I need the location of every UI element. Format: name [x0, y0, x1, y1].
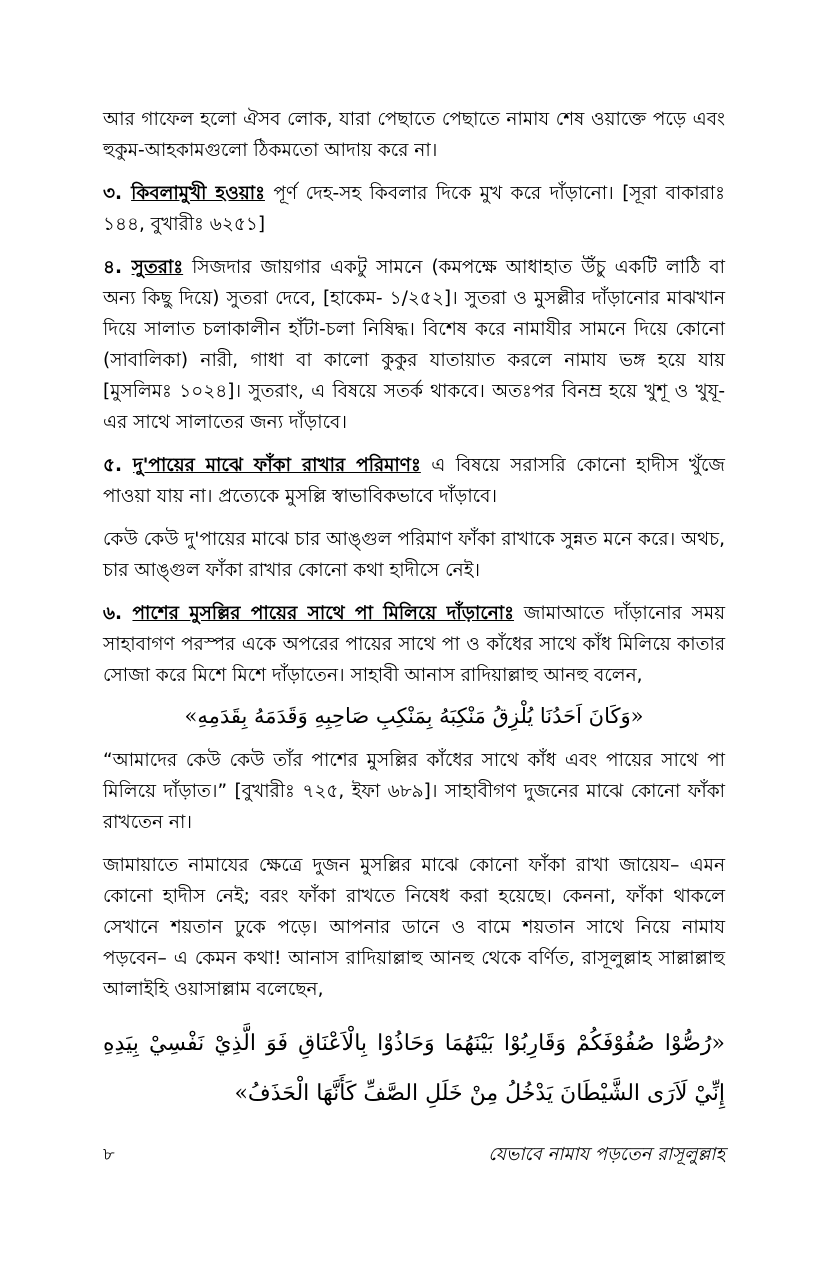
- paragraph-four-fingers: কেউ কেউ দু'পায়ের মাঝে চার আঙ্গুল পরিমাণ ফাঁকা রাখাকে সুন্নত মনে করে। অথচ, চার আঙ্গুল ফাঁকা রাখার কোনো কথা হাদীসে নেই।: [103, 529, 725, 581]
- item-number: ৫.: [103, 455, 133, 476]
- paragraph-qibla: [103, 178, 725, 240]
- paragraph-sutra: [103, 252, 725, 438]
- arabic-hadith-rows: «رُصُّوْا صُفُوْفَكُمْ وَقَارِبُوْا بَيْنَهُمَا وَحَاذُوْا بِالْاَعْنَاقِ فَوَ الَّذِيْ نَفْسِيْ بِيَدِهِ إِنِّيْ لَاَرَى الشَّيْطَانَ يَدْخُلُ مِنْ خَلَلِ الصَّفِّ كَأَنَّهَا الْحَذَفُ»: [103, 1031, 725, 1106]
- heading-feet-gap: দু'পায়ের মাঝে ফাঁকা রাখার পরিমাণঃ: [133, 455, 421, 476]
- paragraph-sutra-text: সিজদার জায়গার একটু সামনে (কমপক্ষে আধাহাত উঁচু একটি লাঠি বা অন্য কিছু দিয়ে) সুতরা দেবে, [হাকেম- ১/২৫২]। সুতরা ও মুসল্লীর দাঁড়ানোর মাঝখান দিয়ে সালাত চলাকালীন হাঁটা-চলা নিষিদ্ধ। বিশেষ করে নামাযীর সামনে দিয়ে কোনো (সাবালিকা) নারী, গাধা বা কালো কুকুর যাতায়াত করলে নামায ভঙ্গ হয়ে যায় [মুসলিমঃ ১০২৪]। সুতরাং, এ বিষয়ে সতর্ক থাকবে। অতঃপর বিনম্র হয়ে খুশূ ও খুযূ-এর সাথে সালাতের জন্য দাঁড়াবে।: [103, 257, 725, 433]
- paragraph-ghafil: আর গাফেল হলো ঐসব লোক, যারা পেছাতে পেছাতে নামায শেষ ওয়াক্তে পড়ে এবং হুকুম-আহকামগুলো ঠিকমতো আদায় করে না।: [103, 109, 725, 161]
- page-number: ৮: [103, 1144, 115, 1165]
- heading-joining-feet: পাশের মুসল্লির পায়ের সাথে পা মিলিয়ে দাঁড়ানোঃ: [132, 603, 515, 624]
- item-number: ৩.: [103, 183, 132, 204]
- heading-qibla: কিবলামুখী হওয়াঃ: [131, 183, 265, 204]
- page-footer: [103, 1140, 725, 1171]
- item-number: ৪.: [103, 257, 132, 278]
- paragraph-translation: “আমাদের কেউ কেউ তাঁর পাশের মুসল্লির কাঁধের সাথে কাঁধ এবং পায়ের সাথে পা মিলিয়ে দাঁড়াত।” [বুখারীঃ ৭২৫, ইফা ৬৮৯]। সাহাবীগণ দুজনের মাঝে কোনো ফাঁকা রাখতেন না।: [103, 750, 725, 833]
- paragraph-joining-feet: [103, 598, 725, 691]
- running-title: যেভাবে নামায পড়তেন রাসূলুল্লাহ: [488, 1144, 725, 1165]
- paragraph-feet-gap: [103, 450, 725, 512]
- page-body: [103, 104, 725, 1119]
- item-number: ৬.: [103, 603, 133, 624]
- heading-sutra: সুতরাঃ: [131, 257, 184, 278]
- paragraph-feet-gap-text: এ বিষয়ে সরাসরি কোনো হাদীস খুঁজে পাওয়া যায় না। প্রত্যেকে মুসল্লি স্বাভাবিকভাবে দাঁড়াবে।: [103, 455, 725, 507]
- paragraph-qibla-text: পূর্ণ দেহ-সহ কিবলার দিকে মুখ করে দাঁড়ানো। [সূরা বাকারাঃ ১৪৪, বুখারীঃ ৬২৫১]: [103, 183, 725, 235]
- paragraph-no-gap: জামায়াতে নামাযের ক্ষেত্রে দুজন মুসল্লির মাঝে কোনো ফাঁকা রাখা জায়েয– এমন কোনো হাদীস নেই; বরং ফাঁকা রাখতে নিষেধ করা হয়েছে। কেননা, ফাঁকা থাকলে সেখানে শয়তান ঢুকে পড়ে। আপনার ডানে ও বামে শয়তান সাথে নিয়ে নামায পড়বেন– এ কেমন কথা! আনাস রাদিয়াল্লাহু আনহু থেকে বর্ণিত, রাসূলুল্লাহ সাল্লাল্লাহু আলাইহি ওয়াসাল্লাম বলেছেন,: [103, 855, 725, 1000]
- paragraph-joining-feet-text: জামাআতে দাঁড়ানোর সময় সাহাবাগণ পরস্পর একে অপরের পায়ের সাথে পা ও কাঁধের সাথে কাঁধ মিলিয়ে কাতার সোজা করে মিশে মিশে দাঁড়াতেন। সাহাবী আনাস রাদিয়াল্লাহু আনহু বলেন,: [103, 603, 726, 686]
- arabic-hadith-anas: «وَكَانَ اَحَدُنَا يُلْزِقُ مَنْكِبَهُ بِمَنْكِبِ صَاحِبِهِ وَقَدَمَهُ بِقَدَمِهِ»: [184, 704, 644, 728]
